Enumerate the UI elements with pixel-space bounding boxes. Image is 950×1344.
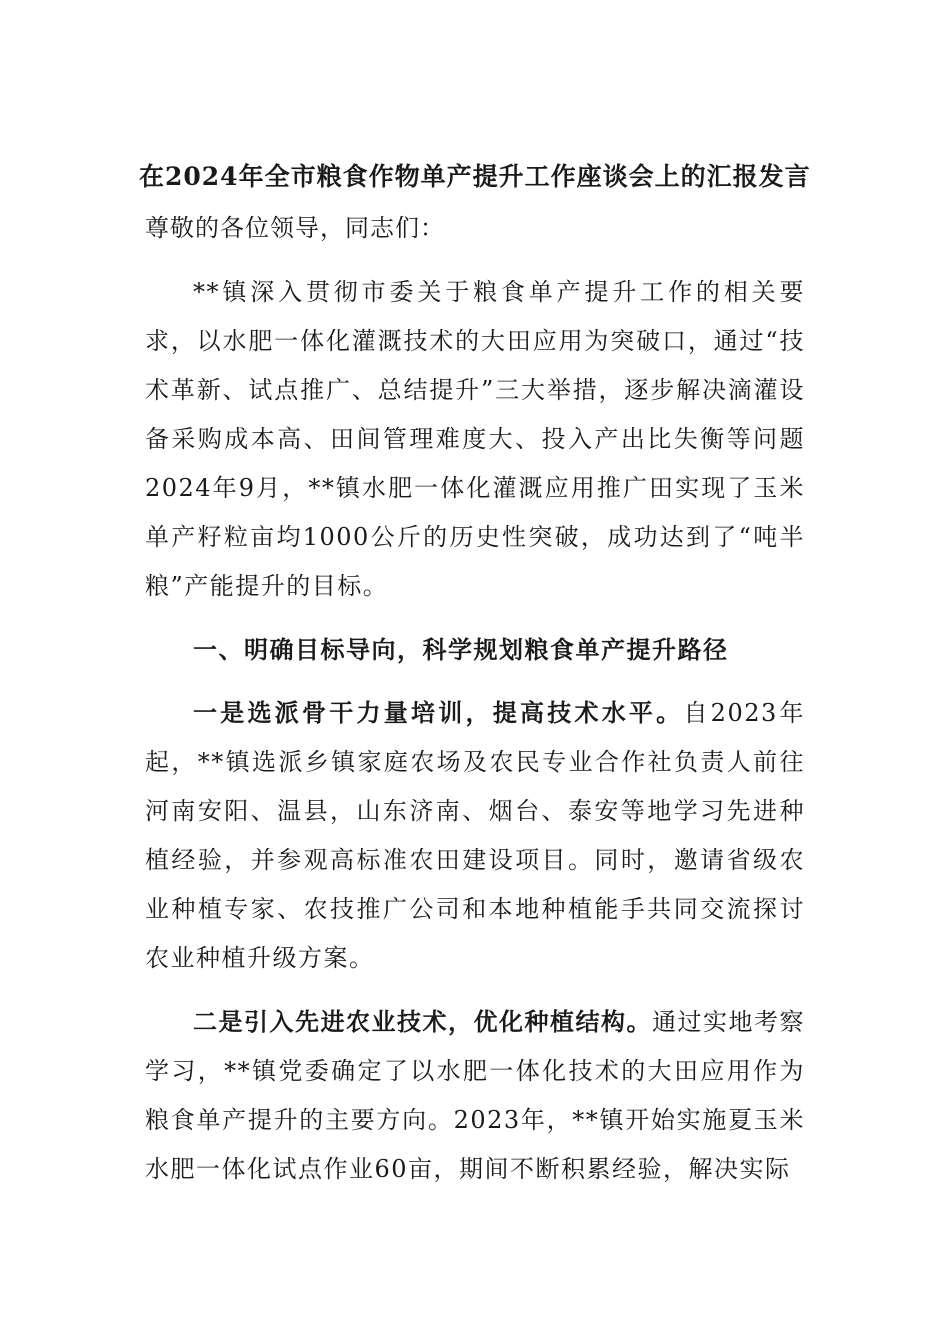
intro-paragraph: **镇深入贯彻市委关于粮食单产提升工作的相关要求，以水肥一体化灌溉技术的大田应用为突破口，通过“技术革新、试点推广、总结提升”三大举措，逐步解决滴灌设备采购成本高、田间管理难度大、投入产出比失衡等问题2024年9月，**镇水肥一体化灌溉应用推广田实现了玉米单产籽粒亩均1000公斤的历史性突破，成功达到了“吨半粮”产能提升的目标。 <box>145 278 805 600</box>
point-1-paragraph <box>145 688 805 983</box>
point-2-lead: 二是引入先进农业技术，优化种植结构。 <box>193 1007 652 1036</box>
document-page <box>139 150 811 1194</box>
point-1-lead: 一是选派骨干力量培训，提高技术水平。 <box>193 698 684 727</box>
point-2-body: 通过实地考察学习，**镇党委确定了以水肥一体化技术的大田应用作为粮食单产提升的主要方向。2023年，**镇开始实施夏玉米水肥一体化试点作业60亩，期间不断积累经验，解决实际 <box>145 1008 805 1183</box>
section-1-heading: 一、明确目标导向，科学规划粮食单产提升路径 <box>193 635 729 664</box>
point-2-paragraph <box>145 997 805 1194</box>
salutation: 尊敬的各位领导，同志们： <box>145 214 445 242</box>
document-title: 在2024年全市粮食作物单产提升工作座谈会上的汇报发言 <box>139 162 811 191</box>
point-1-body: 自2023年起，**镇选派乡镇家庭农场及农民专业合作社负责人前往河南安阳、温县，山东济南、烟台、泰安等地学习先进种植经验，并参观高标准农田建设项目。同时，邀请省级农业种植专家、农技推广公司和本地种植能手共同交流探讨农业种植升级方案。 <box>145 699 806 972</box>
